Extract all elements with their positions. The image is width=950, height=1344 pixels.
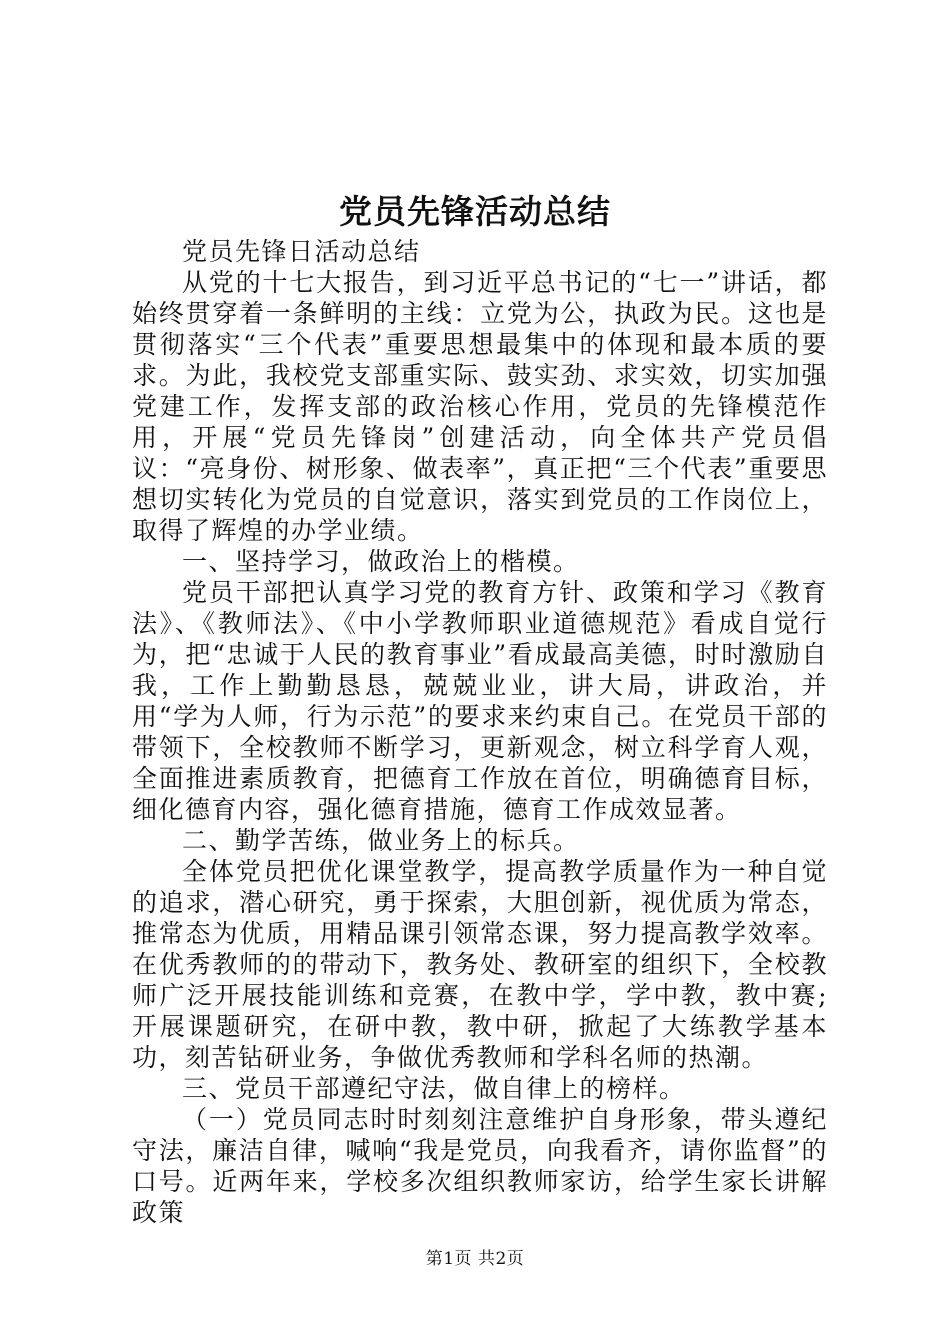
section-heading-3: 三、党员干部遵纪守法，做自律上的榜样。 (182, 1074, 686, 1103)
document-subtitle: 党员先锋日活动总结 (182, 237, 421, 266)
paragraph-section-3-item-1: （一）党员同志时时刻刻注意维护自身形象，带头遵纪守法，廉洁自律，喊响“我是党员，向我看齐，请你监督”的口号。近两年来，学校多次组织教师家访，给学生家长讲解政策 (132, 1105, 828, 1227)
paragraph-section-1: 党员干部把认真学习党的教育方针、政策和学习《教育法》、《教师法》、《中小学教师职业道德规范》看成自觉行为，把“忠诚于人民的教育事业”看成最高美德，时时激励自我，工作上勤勤恳恳，兢兢业业，讲大局，讲政治，并用“学为人师，行为示范”的要求来约束自己。在党员干部的带领下，全校教师不断学习，更新观念，树立科学育人观，全面推进素质教育，把德育工作放在首位，明确德育目标，细化德育内容，强化德育措施，德育工作成效显著。 (132, 578, 828, 824)
document-body (132, 236, 828, 1228)
section-heading-2: 二、勤学苦练，做业务上的标兵。 (182, 826, 580, 855)
document-title: 党员先锋活动总结 (339, 192, 611, 231)
paragraph-section-2: 全体党员把优化课堂教学，提高教学质量作为一种自觉的追求，潜心研究，勇于探索，大胆创新，视优质为常态，推常态为优质，用精品课引领常态课，努力提高教学效率。在优秀教师的的带动下，教务处、教研室的组织下，全校教师广泛开展技能训练和竞赛，在教中学，学中教，教中赛;开展课题研究，在研中教，教中研，掀起了大练教学基本功，刻苦钻研业务，争做优秀教师和学科名师的热潮。 (132, 857, 828, 1072)
paragraph-intro: 从党的十七大报告，到习近平总书记的“七一”讲话，都始终贯穿着一条鲜明的主线：立党为公，执政为民。这也是贯彻落实“三个代表”重要思想最集中的体现和最本质的要求。为此，我校党支部重实际、鼓实劲、求实效，切实加强党建工作，发挥支部的政治核心作用，党员的先锋模范作用，开展“党员先锋岗”创建活动，向全体共产党员倡议：“亮身份、树形象、做表率”，真正把“三个代表”重要思想切实转化为党员的自觉意识，落实到党员的工作岗位上，取得了辉煌的办学业绩。 (132, 268, 828, 545)
page-footer: 第1页 共2页 (425, 1249, 525, 1269)
section-heading-1: 一、坚持学习，做政治上的楷模。 (182, 547, 580, 576)
